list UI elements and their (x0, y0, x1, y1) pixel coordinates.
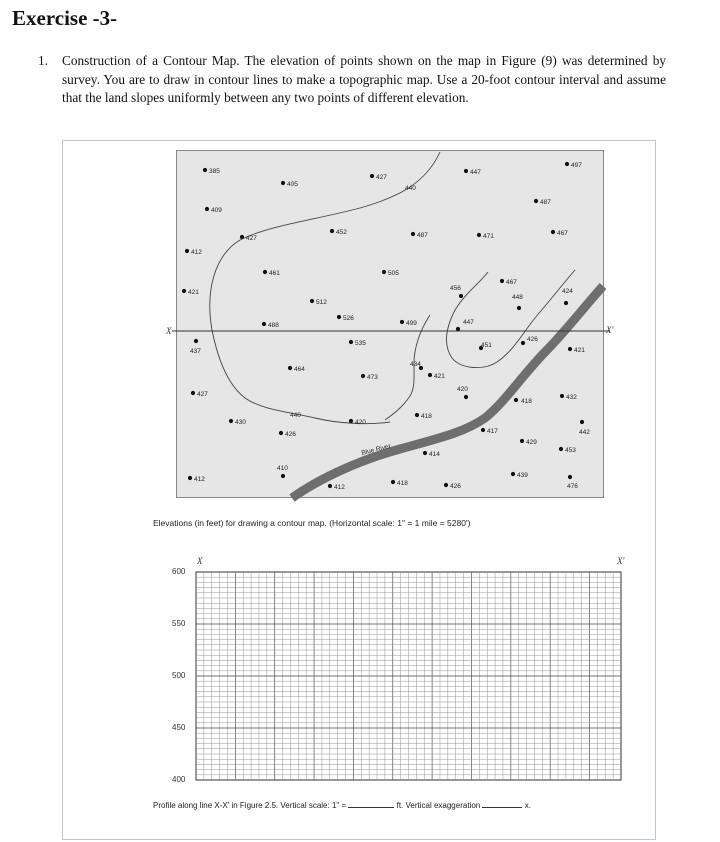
elevation-point-label: 421 (434, 373, 445, 380)
elevation-point-marker (188, 476, 192, 480)
elevation-point-marker (229, 419, 233, 423)
elevation-point-label: 447 (463, 319, 474, 326)
y-axis-label-400: 400 (172, 775, 186, 784)
elevation-point-marker (456, 327, 460, 331)
elevation-point-marker (415, 413, 419, 417)
elevation-point-label: 426 (285, 431, 296, 438)
map-caption: Elevations (in feet) for drawing a contour map. (Horizontal scale: 1" = 1 mile = 5280') (153, 518, 471, 528)
elevation-point-label: 410 (277, 465, 288, 472)
elevation-point-label: 461 (269, 270, 280, 277)
elevation-point-marker (580, 420, 584, 424)
vertical-exaggeration-blank[interactable] (482, 799, 522, 808)
elevation-point-marker (349, 419, 353, 423)
elevation-point-marker (281, 474, 285, 478)
elevation-point-label: 420 (457, 386, 468, 393)
elevation-point-marker (288, 366, 292, 370)
elevation-point-label: 417 (487, 428, 498, 435)
elevation-point-marker (279, 431, 283, 435)
elevation-point-marker (349, 340, 353, 344)
elevation-point-label: 467 (506, 279, 517, 286)
footer-text-x: x. (524, 801, 531, 810)
section-end-label: X' (606, 325, 614, 335)
elevation-point-label: 432 (566, 394, 577, 401)
elevation-point-marker (514, 398, 518, 402)
task-text: Construction of a Contour Map. The elevation of points shown on the map in Figure (9) was determined by survey. You are to draw in contour lines to make a topographic map. Use a 20-foot contour interval and assume that the land slopes uniformly between any two points of different elevation. (62, 53, 666, 105)
elevation-point-marker (337, 315, 341, 319)
elevation-point-label: 488 (268, 322, 279, 329)
elevation-point-marker (205, 207, 209, 211)
elevation-point-marker (464, 169, 468, 173)
elevation-point-label: 499 (406, 320, 417, 327)
elevation-point-label: 437 (190, 348, 201, 355)
elevation-point-label: 405 (287, 181, 298, 188)
elevation-point-label: 451 (481, 342, 492, 349)
profile-start-label: X (197, 556, 203, 566)
elevation-point-marker (568, 475, 572, 479)
elevation-point-label: 421 (574, 347, 585, 354)
elevation-point-marker (330, 229, 334, 233)
elevation-point-label: 471 (483, 233, 494, 240)
elevation-point-marker (564, 301, 568, 305)
elevation-point-marker (361, 374, 365, 378)
elevation-point-marker (194, 339, 198, 343)
elevation-point-marker (560, 394, 564, 398)
elevation-point-label: 487 (417, 232, 428, 239)
elevation-point-label: 412 (194, 476, 205, 483)
elevation-point-label: 430 (235, 419, 246, 426)
elevation-point-marker (328, 484, 332, 488)
elevation-point-label: 447 (470, 169, 481, 176)
elevation-point-label: 418 (421, 413, 432, 420)
elevation-point-marker (263, 270, 267, 274)
elevation-point-marker (382, 270, 386, 274)
elevation-point-marker (568, 347, 572, 351)
elevation-point-marker (477, 233, 481, 237)
elevation-point-marker (511, 472, 515, 476)
elevation-point-label: 424 (562, 288, 573, 295)
elevation-point-marker (281, 181, 285, 185)
task-number: 1. (38, 53, 48, 68)
elevation-point-marker (481, 428, 485, 432)
elevation-point-marker (464, 395, 468, 399)
contour-line-upper (210, 152, 440, 424)
elevation-point-label: 429 (526, 439, 537, 446)
footer-text-scale: Profile along line X-X' in Figure 2.5. Vertical scale: 1" = (153, 801, 347, 810)
elevation-point-label: 385 (209, 168, 220, 175)
elevation-point-marker (400, 320, 404, 324)
elevation-point-marker (521, 341, 525, 345)
elevation-point-marker (517, 306, 521, 310)
river-label: Blue River (360, 442, 392, 457)
elevation-point-label: 535 (355, 340, 366, 347)
elevation-point-label: 473 (367, 374, 378, 381)
elevation-point-label: 427 (376, 174, 387, 181)
profile-footer (153, 799, 531, 810)
elevation-point-marker (459, 294, 463, 298)
profile-grid (196, 572, 621, 780)
elevation-point-label: 420 (355, 419, 366, 426)
vertical-scale-blank[interactable] (348, 799, 394, 808)
elevation-point-marker (423, 451, 427, 455)
elevation-point-label: 452 (336, 229, 347, 236)
elevation-point-label: 412 (191, 249, 202, 256)
elevation-point-marker (203, 168, 207, 172)
elevation-point-marker (182, 289, 186, 293)
elevation-point-label: 418 (397, 480, 408, 487)
contour-label: 440 (290, 412, 301, 419)
elevation-point-marker (444, 483, 448, 487)
elevation-point-label: 476 (567, 483, 578, 490)
elevation-point-marker (534, 199, 538, 203)
elevation-point-marker (391, 480, 395, 484)
elevation-point-label: 442 (579, 429, 590, 436)
y-axis-label-550: 550 (172, 619, 186, 628)
elevation-point-marker (185, 249, 189, 253)
elevation-point-label: 434 (410, 361, 421, 368)
elevation-point-label: 448 (512, 294, 523, 301)
elevation-point-label: 426 (450, 483, 461, 490)
elevation-point-label: 453 (565, 447, 576, 454)
elevation-point-marker (500, 279, 504, 283)
elevation-point-marker (551, 230, 555, 234)
elevation-point-marker (262, 322, 266, 326)
elevation-point-label: 427 (197, 391, 208, 398)
elevation-point-label: 426 (527, 336, 538, 343)
section-start-label: X (166, 326, 172, 336)
elevation-point-marker (411, 232, 415, 236)
elevation-point-label: 497 (571, 162, 582, 169)
elevation-point-marker (565, 162, 569, 166)
elevation-point-label: 512 (316, 299, 327, 306)
y-axis-label-450: 450 (172, 723, 186, 732)
elevation-point-label: 467 (557, 230, 568, 237)
elevation-point-marker (191, 391, 195, 395)
elevation-point-label: 409 (211, 207, 222, 214)
elevation-point-label: 439 (517, 472, 528, 479)
elevation-point-label: 505 (388, 270, 399, 277)
elevation-point-label: 526 (343, 315, 354, 322)
elevation-point-marker (310, 299, 314, 303)
elevation-point-label: 414 (429, 451, 440, 458)
elevation-point-label: 487 (540, 199, 551, 206)
elevation-point-label: 421 (188, 289, 199, 296)
elevation-point-label: 418 (521, 398, 532, 405)
profile-end-label: X' (617, 556, 625, 566)
elevation-point-marker (370, 174, 374, 178)
footer-text-exaggeration: ft. Vertical exaggeration (396, 801, 481, 810)
contour-label: 440 (405, 185, 416, 192)
elevation-point-label: 456 (450, 285, 461, 292)
y-axis-label-500: 500 (172, 671, 186, 680)
elevation-point-marker (559, 447, 563, 451)
elevation-point-label: 427 (246, 235, 257, 242)
y-axis-label-600: 600 (172, 567, 186, 576)
elevation-point-label: 412 (334, 484, 345, 491)
elevation-point-marker (240, 235, 244, 239)
elevation-point-label: 464 (294, 366, 305, 373)
page-title: Exercise -3- (12, 6, 118, 30)
elevation-point-marker (428, 373, 432, 377)
elevation-point-marker (520, 439, 524, 443)
